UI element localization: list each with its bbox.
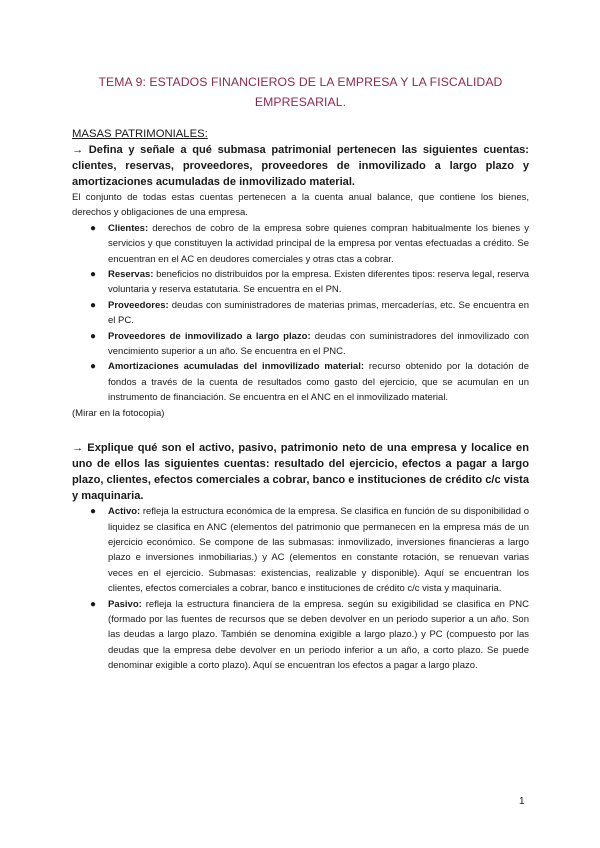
list-item-text: deudas con suministradores del inmovilizado con vencimiento superior a un año. Se encuentra en el PNC. [108, 330, 530, 358]
list-item-text: beneficios no distribuidos por la empresa. Existen diferentes tipos: reserva legal, reserva voluntaria y reserva estatutaria. Se encuentra en el PN. [108, 269, 529, 296]
list-item-clientes [90, 221, 529, 267]
document-page [72, 0, 529, 674]
arrow-icon: → [72, 442, 84, 455]
question-1-intro: El conjunto de todas estas cuentas pertenecen a la cuenta anual balance, que contiene los bienes, derechos y obligaciones de una empresa. [72, 192, 529, 219]
list-item-term: Amortizaciones acumuladas del inmovilizado material: [108, 361, 365, 373]
list-item-term: Clientes: [108, 222, 149, 234]
list-item-term: Reservas: [108, 269, 154, 281]
page-title: TEMA 9: ESTADOS FINANCIEROS DE LA EMPRESA Y LA FISCALIDAD EMPRESARIAL. [98, 75, 503, 109]
question-2-text: Explique qué son el activo, pasivo, patrimonio neto de una empresa y localice en uno de ellos las siguientes cuentas: resultado del ejercicio, efectos a pagar a largo plazo, clientes, efectos comerciales a cobrar, banco e instituciones de crédito c/c vista y maquinaria. [72, 442, 529, 503]
list-item-text: refleja la estructura económica de la empresa. Se clasifica en función de su disponibilidad o liquidez se clasifica en ANC (elementos del patrimonio que permanecen en la empresa más de un ejercicio económico. Se compone de las submasas: inmovilizado, inversiones financieras a largo plazo e inversiones inmobiliarias.) y AC (elementos en constante rotación, se renuevan varias veces en el ejercicio. Submasas: existencias, realizable y disponible). Aquí se encuentran los clientes, efectos comerciales a cobrar, banco e instituciones de crédito c/c vista y maquinaria. [108, 506, 529, 595]
list-item-amortizaciones [90, 359, 529, 405]
list-item-reservas [90, 267, 529, 298]
question-1-list [72, 221, 529, 406]
section-heading-masas-patrimoniales: MASAS PATRIMONIALES: [72, 128, 208, 140]
bullet-icon: ● [90, 506, 97, 518]
list-item-text: refleja la estructura financiera de la empresa. según su exigibilidad se clasifica en PNC (formado por las fuentes de recursos que se deben devolver en un periodo superior a un año. Son las deudas a largo plazo. También se denomina exigible a largo plazo.) y PC (compuesto por las deudas que la empresa debe devolver en un periodo inferior a un año, a corto plazo. Se puede denominar exigible a corto plazo). Aquí se encuentran los efectos a pagar a largo plazo. [108, 598, 529, 672]
list-item-term: Proveedores de inmovilizado a largo plazo: [108, 330, 311, 342]
question-1 [72, 142, 529, 190]
list-item-term: Pasivo: [108, 598, 142, 610]
question-1-text: Defina y señale a qué submasa patrimonial pertenecen las siguientes cuentas: clientes, reservas, proveedores, proveedores de inmovilizado a largo plazo y amortizaciones acumuladas de inmovilizado material. [72, 144, 529, 188]
list-item-text: recurso obtenido por la dotación de fondos a través de la cuenta de resultados como gasto del ejercicio, que se acumulan en un instrumento de financiación. Se encuentra en el ANC en el inmovilizado material. [108, 361, 529, 404]
question-1-note: (Mirar en la fotocopia) [72, 407, 165, 419]
list-item-term: Proveedores: [108, 299, 169, 311]
question-2-list [72, 504, 529, 673]
list-item-pasivo [90, 597, 529, 674]
bullet-icon: ● [90, 598, 97, 610]
list-item-text: deudas con suministradores de materias primas, mercaderías, etc. Se encuentra en el PC. [108, 299, 529, 327]
list-item-proveedores [90, 298, 529, 329]
list-item-proveedores-inmovilizado [90, 329, 530, 360]
page-number: 1 [519, 796, 525, 807]
bullet-icon: ● [90, 269, 97, 281]
bullet-icon: ● [90, 361, 97, 373]
bullet-icon: ● [90, 330, 97, 342]
question-2 [72, 440, 529, 504]
list-item-text: derechos de cobro de la empresa sobre quienes compran habitualmente los bienes y servicios y que constituyen la actividad principal de la empresa por ventas efectuadas a crédito. Se encuentran en el AC en deudores comerciales y otras ctas a cobrar. [108, 222, 529, 265]
list-item-activo [90, 504, 529, 596]
list-item-term: Activo: [108, 506, 141, 518]
bullet-icon: ● [90, 222, 97, 234]
arrow-icon: → [72, 144, 84, 156]
bullet-icon: ● [90, 299, 97, 311]
